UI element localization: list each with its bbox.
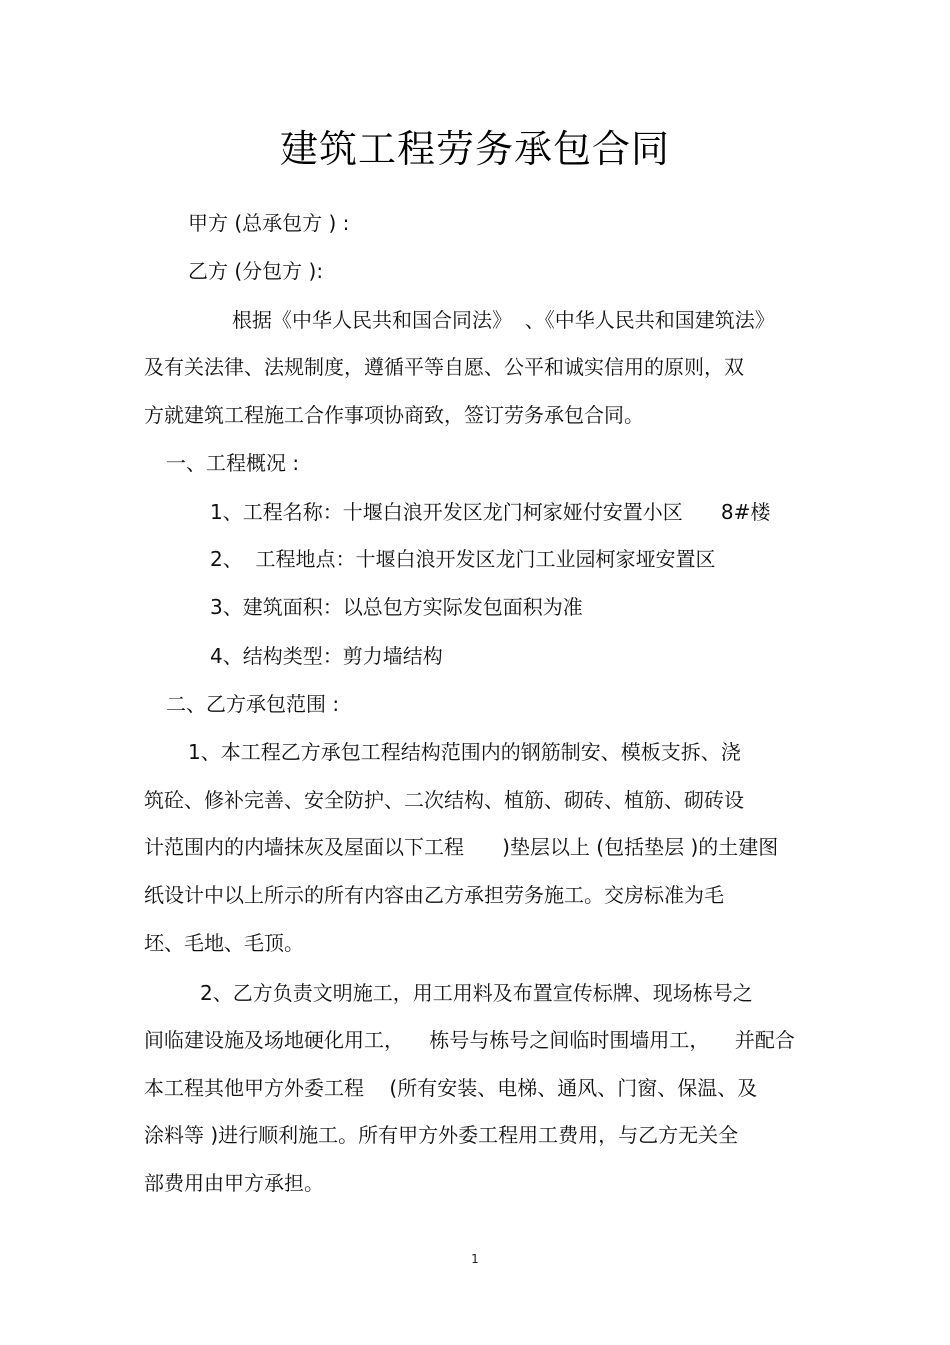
project-location-item: 2、 工程地点：十堰白浪开发区龙门工业园柯家垭安置区 (210, 547, 716, 571)
project-name-item: 1、工程名称：十堰白浪开发区龙门柯家娅付安置小区 8#楼 (210, 500, 771, 524)
scope-para2-line: 2、乙方负责文明施工，用工用料及布置宣传标牌、现场栋号之 (200, 981, 753, 1005)
building-area-item: 3、建筑面积：以总包方实际发包面积为准 (210, 595, 583, 619)
scope-para2-line: 间临建设施及场地硬化用工， 栋号与栋号之间临时围墙用工， 并配合 (144, 1028, 795, 1052)
document-title: 建筑工程劳务承包合同 (279, 127, 670, 171)
intro-line: 根据《中华人民共和国合同法》 、《中华人民共和国建筑法》 (232, 308, 775, 332)
intro-line: 方就建筑工程施工合作事项协商致，签订劳务承包合同。 (144, 403, 644, 427)
intro-line: 及有关法律、法规制度，遵循平等自愿、公平和诚实信用的原则，双 (144, 355, 744, 379)
scope-para1-line: 坯、毛地、毛顶。 (144, 931, 304, 955)
scope-para2-line: 本工程其他甲方外委工程 (所有安装、电梯、通风、门窗、保温、及 (144, 1076, 758, 1100)
scope-para2-line: 部费用由甲方承担。 (144, 1171, 324, 1195)
scope-para1-line: 纸设计中以上所示的所有内容由乙方承担劳务施工。交房标准为毛 (144, 883, 724, 907)
scope-para1-line: 1、本工程乙方承包工程结构范围内的钢筋制安、模板支拆、浇 (188, 740, 741, 764)
section2-heading: 二、乙方承包范围 : (166, 692, 340, 716)
party-a-line: 甲方 (总承包方 ) : (188, 211, 350, 235)
scope-para1-line: 计范围内的内墙抹灰及屋面以下工程 )垫层以上 (包括垫层 )的土建图 (144, 835, 779, 859)
structure-type-item: 4、结构类型：剪力墙结构 (210, 644, 443, 668)
party-b-line: 乙方 (分包方 ): (188, 259, 324, 283)
scope-para2-line: 涂料等 )进行顺利施工。所有甲方外委工程用工费用，与乙方无关全 (144, 1123, 739, 1147)
scope-para1-line: 筑砼、修补完善、安全防护、二次结构、植筋、砌砖、植筋、砌砖设 (144, 788, 744, 812)
section1-heading: 一、工程概况 : (166, 451, 300, 475)
page-number: 1 (471, 1252, 479, 1266)
